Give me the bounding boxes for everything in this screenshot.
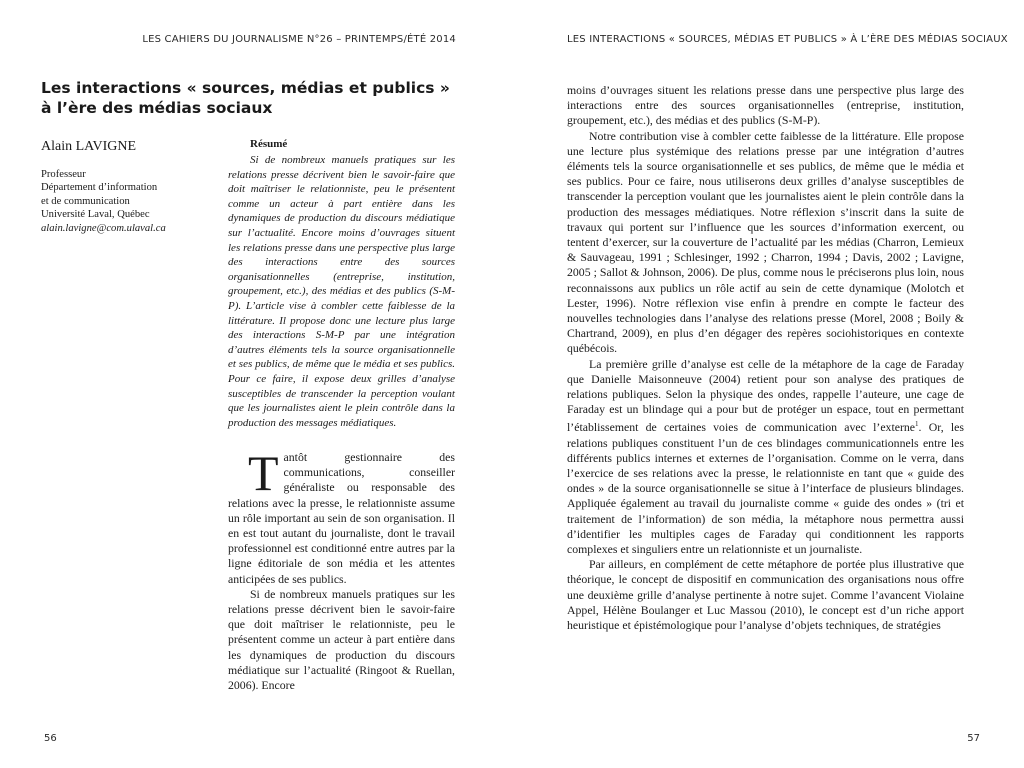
body-paragraph: Notre contribution vise à combler cette faiblesse de la littérature. Elle propose une lecture plus systémique des relations presse par une intégration d’autres éléments tels la source organisationnelle et ses publics, de même que le média et ses publics. Pour ce faire, nous utiliserons deux grilles d’analyse susceptibles de transcender la perception voulant que les journalistes aient le plein contrôle dans la production des messages médiatiques. Notre réflexion s’inscrit dans la suite de travaux qui portent sur l’influence que les sources d’information exercent, ou tentent d’exercer, sur la couverture de l’actualité par les médias (Charron, Lemieux & Sauvageau, 1991 ; Schlesinger, 1992 ; Charron, 1994 ; Davis, 2002 ; Lavigne, 2005 ; Sallot & Johnson, 2006). De plus, comme nous le préciserons plus loin, nous reconnaissons aux publics un rôle actif au sein de cette dynamique (Molotch et Lester, 1996). Notre réflexion vise enfin à prendre en compte le facteur des nouvelles technologies dans l’analyse des relations presse (Morel, 2008 ; Boily & Chartrand, 2009), en plus d’en dégager des repères sociohistoriques en contexte québécois. xyxy=(567,128,964,356)
footnote-reference[interactable]: 1 xyxy=(915,420,919,429)
author-email: alain.lavigne@com.ulaval.ca xyxy=(41,222,166,234)
running-head: LES CAHIERS DU JOURNALISME N°26 – PRINTEMPS/ÉTÉ 2014 xyxy=(142,34,456,45)
abstract-heading: Résumé xyxy=(250,138,288,150)
affiliation-line: Professeur xyxy=(41,169,86,180)
running-head: LES INTERACTIONS « SOURCES, MÉDIAS ET PUBLICS » À L’ÈRE DES MÉDIAS SOCIAUX xyxy=(567,34,1008,45)
body-paragraph xyxy=(567,357,964,558)
affiliation-line: Université Laval, Québec xyxy=(41,209,150,221)
body-paragraph xyxy=(228,445,455,587)
article-title-line: Les interactions « sources, médias et publics » xyxy=(41,79,450,97)
abstract-text: Si de nombreux manuels pratiques sur les relations presse décrivent bien le savoir-faire que doit maîtriser le relationniste, peu le présentent comme un acteur à part entière dans les dynamiques de production du discours médiatique sur l’actualité. Encore moins d’ouvrages situent les relations presse dans une perspective plus large des interactions entre des sources organisationnelles (entreprise, institution, groupement, etc.), des médias et des publics (S-M-P). L’article vise à combler cette faiblesse de la littérature. Il propose donc une lecture plus large des interactions S-M-P par une intégration d’autres éléments tels la source organisationnelle et ses publics, de même que le média et ses publics. Pour ce faire, il expose deux grilles d’analyse susceptibles de transcender la perception voulant que les journalistes aient le plein contrôle dans la production des messages médiatiques. xyxy=(228,154,455,429)
affiliation-line: et de communication xyxy=(41,195,130,207)
body-paragraph: Si de nombreux manuels pratiques sur les relations presse décrivent bien le savoir-faire que doit maîtriser le relationniste, peu le présentent comme un acteur à part entière dans les dynamiques de production du discours médiatique sur l’actualité (Ringoot & Ruellan, 2006). Encore xyxy=(228,586,455,693)
article-title xyxy=(41,78,461,118)
right-page xyxy=(512,0,1024,768)
body-paragraph: Par ailleurs, en complément de cette métaphore de portée plus illustrative que théorique, le concept de dispositif en communication des organisations nous offre une deuxième grille d’analyse pertinente à notre sujet. Comme l’avancent Violaine Appel, Hélène Boulanger et Luc Massou (2010), le concept est d’un riche apport heuristique et épistémologique pour l’analyse d’objets techniques, de stratégies xyxy=(567,557,964,633)
body-paragraph-text: antôt gestionnaire des communications, conseiller généraliste ou responsable des relations avec la presse, le relationniste assume un rôle important au sein de son organisation. Il en est tout autant du journaliste, dont le travail professionnel est conditionné entre autres par la ligne éditoriale de son média et les attentes anticipées de ses publics. xyxy=(228,450,455,586)
body-paragraph-text: La première grille d’analyse est celle de la métaphore de la cage de Faraday que Danielle Maisonneuve (2004) retient pour son analyse des pratiques de relations publiques. Selon la physique des ondes, rappelle l’auteure, une cage de Faraday est un blindage qui a pour but de protéger un espace, tout en permettant l’établissement de certaines voies de communication avec l’externe xyxy=(567,356,964,435)
drop-cap: T xyxy=(248,445,279,501)
body-column xyxy=(228,445,455,693)
author-name: Alain LAVIGNE xyxy=(41,139,137,154)
author-affiliation xyxy=(41,168,191,235)
article-title-line: à l’ère des médias sociaux xyxy=(41,99,273,117)
body-paragraph-text: . Or, les relations publiques constituent l’un de ces blindages communicationnels entre les différents publics internes et externes de l’organisation. Comme on le verra, dans l’exercice de ses relations avec la presse, le relationniste en tant que « guide des ondes » de la source organisationnelle se situe à l’interface de plusieurs blindages. Appliquée également au travail du journaliste comme « guide des ondes » (tri et traitement de l’information) de son média, la métaphore nous permettra aussi d’identifier les multiples cages de Faraday qui conditionnent les rapports complexes et singuliers entre un relationniste et un journaliste. xyxy=(567,420,964,557)
page-number: 56 xyxy=(44,733,57,744)
body-column xyxy=(567,83,964,633)
affiliation-line: Département d’information xyxy=(41,182,158,194)
page-number: 57 xyxy=(967,733,980,744)
body-paragraph: moins d’ouvrages situent les relations presse dans une perspective plus large des interactions entre des sources organisationnelles (entreprise, institution, groupement, etc.), des médias et des publics (S-M-P). xyxy=(567,83,964,128)
